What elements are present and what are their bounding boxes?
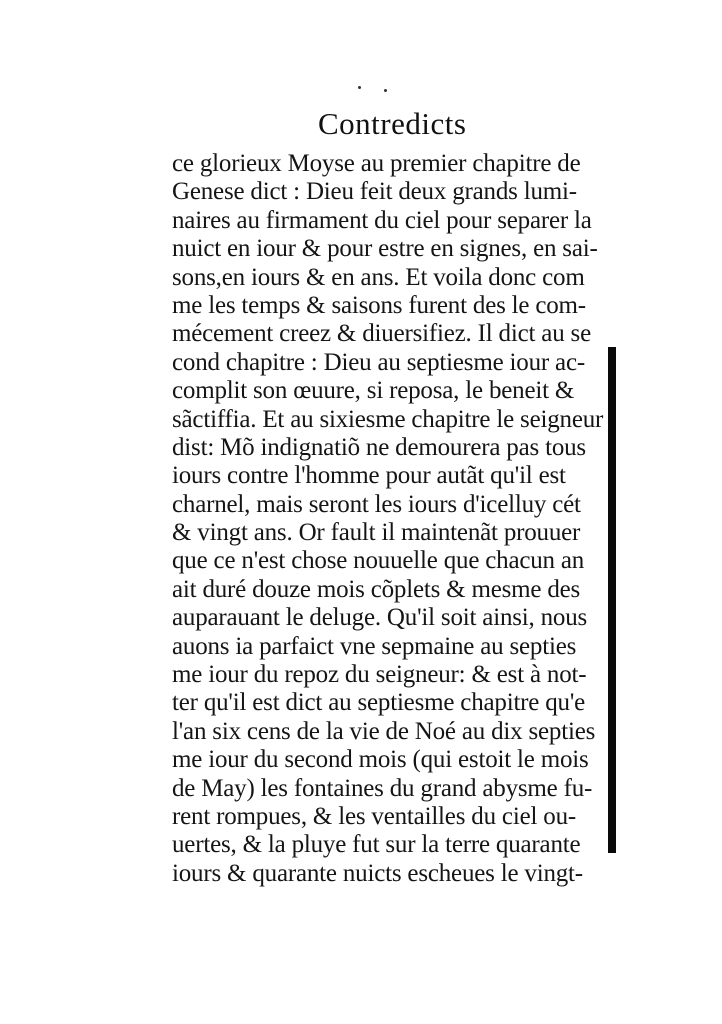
text-line: cond chapitre : Dieu au septiesme iour ac- [172, 348, 585, 376]
text-line: me les temps & saisons furent des le com- [172, 291, 586, 319]
text-line: complit son œuure, si reposa, le beneit & [172, 377, 575, 405]
text-line: ce glorieux Moyse au premier chapitre de [172, 150, 581, 177]
text-block [172, 150, 624, 888]
text-line: auparauant le deluge. Qu'il soit ainsi, nous [172, 604, 588, 632]
ink-speck [384, 89, 387, 92]
ink-speck [358, 86, 361, 89]
text-line: charnel, mais seront les iours d'icelluy cét [172, 490, 581, 518]
text-line: me iour du second mois (qui estoit le mois [172, 746, 589, 774]
text-line: naires au firmament du ciel pour separer la [172, 206, 592, 234]
text-line: nuict en iour & pour estre en signes, en sai- [172, 235, 598, 263]
running-head: Contredicts [318, 106, 467, 141]
text-line: Genese dict : Dieu feit deux grands lumi- [172, 178, 577, 206]
text-line: l'an six cens de la vie de Noé au dix septies [172, 717, 596, 745]
text-line: iours contre l'homme pour autãt qu'il est [172, 462, 566, 490]
text-line: ter qu'il est dict au septiesme chapitre qu'e [172, 689, 586, 717]
text-line: dist: Mõ indignatiõ ne demourera pas tous [172, 433, 586, 461]
text-line: & vingt ans. Or fault il maintenãt prouuer [172, 519, 581, 547]
text-line: iours & quarante nuicts escheues le vingt- [172, 859, 583, 887]
gutter-shadow [608, 347, 616, 853]
text-line: rent rompues, & les ventailles du ciel ou- [172, 802, 576, 830]
text-line: sãctiffia. Et au sixiesme chapitre le seigneur [172, 405, 604, 433]
text-line: uertes, & la pluye fut sur la terre quarante [172, 831, 581, 859]
text-line: sons,en iours & en ans. Et voila donc com [172, 263, 585, 291]
text-line: ait duré douze mois cõplets & mesme des [172, 575, 581, 603]
text-line: de May) les fontaines du grand abysme fu- [172, 774, 593, 802]
text-line: mécement creez & diuersifiez. Il dict au se [172, 320, 591, 348]
text-line: me iour du repoz du seigneur: & est à not- [172, 661, 587, 689]
text-line: auons ia parfaict vne sepmaine au septies [172, 632, 577, 660]
text-line: que ce n'est chose nouuelle que chacun an [172, 547, 585, 575]
